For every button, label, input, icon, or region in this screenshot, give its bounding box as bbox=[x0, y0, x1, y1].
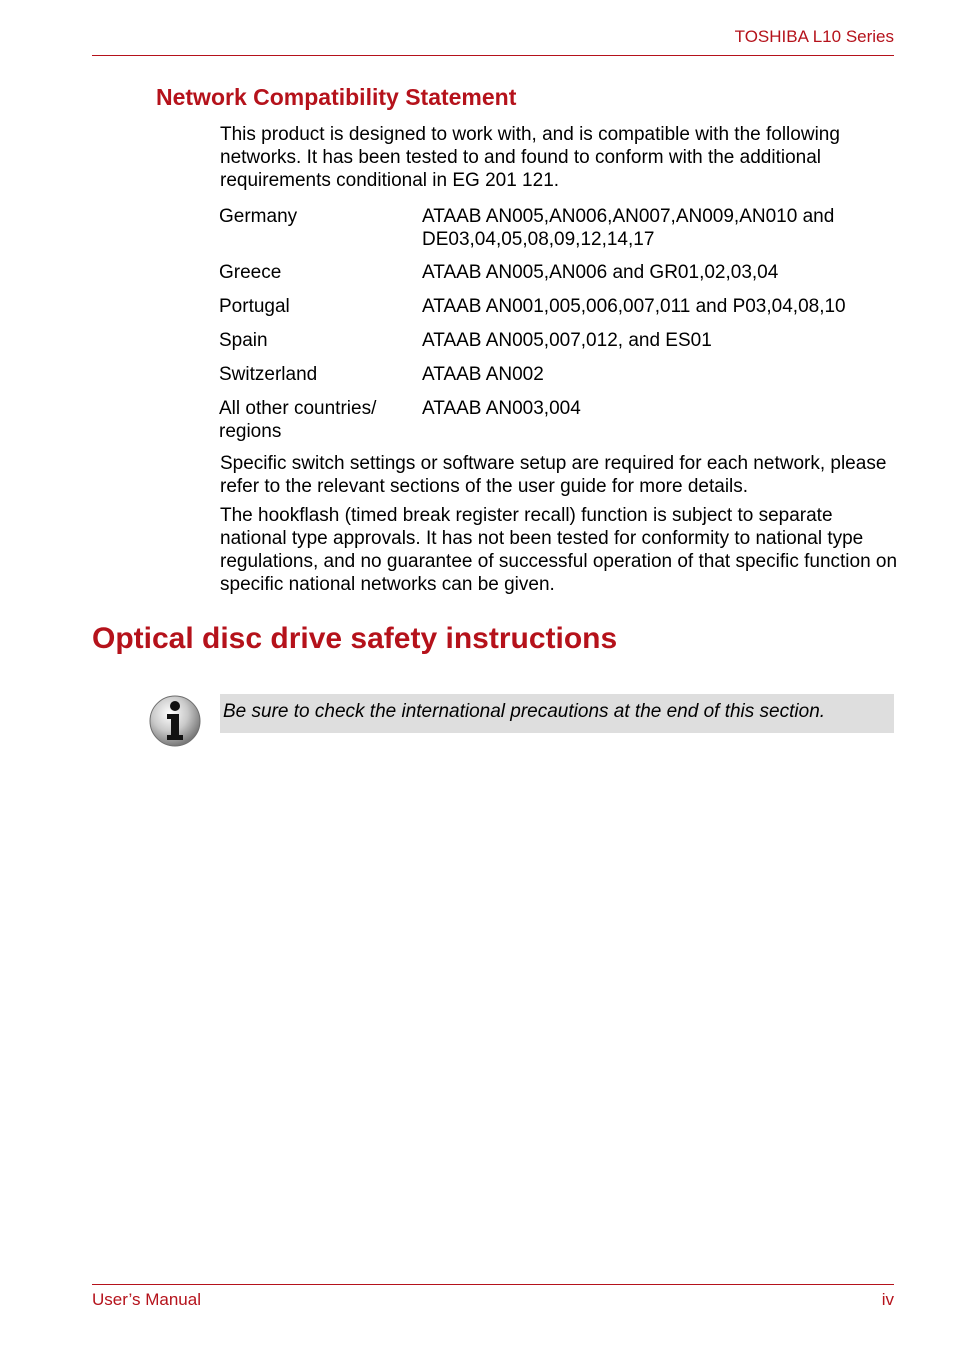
network-row bbox=[219, 363, 899, 386]
network-standards: ATAAB AN005,AN006 and GR01,02,03,04 bbox=[422, 262, 779, 283]
hookflash-paragraph: The hookflash (timed break register recall) function is subject to separate national type approvals. It has not been tested for conformity to national type regulations, and no guarantee of successful operation of that specific function on specific national networks can be given. bbox=[220, 505, 898, 595]
network-row bbox=[219, 295, 899, 318]
network-standards: ATAAB AN002 bbox=[422, 364, 544, 385]
footer-rule bbox=[92, 1284, 894, 1285]
network-country: Switzerland bbox=[219, 364, 318, 385]
info-icon bbox=[148, 694, 202, 748]
footer-manual-title: User’s Manual bbox=[92, 1290, 201, 1309]
network-row bbox=[219, 397, 899, 443]
switch-settings-paragraph: Specific switch settings or software setup are required for each network, please refer to the relevant sections of the user guide for more details. bbox=[220, 453, 887, 497]
network-standards: ATAAB AN005,AN006,AN007,AN009,AN010 and DE03,04,05,08,09,12,14,17 bbox=[422, 206, 835, 250]
note-text: Be sure to check the international precautions at the end of this section. bbox=[223, 701, 826, 722]
network-standards: ATAAB AN005,007,012, and ES01 bbox=[422, 330, 712, 351]
optical-section-heading: Optical disc drive safety instructions bbox=[92, 622, 618, 655]
network-row bbox=[219, 261, 899, 284]
network-section-heading: Network Compatibility Statement bbox=[156, 84, 517, 110]
footer-page-number: iv bbox=[881, 1290, 894, 1309]
network-intro-paragraph: This product is designed to work with, and is compatible with the following networks. It has been tested to and found to conform with the additional requirements conditional in EG 201 121. bbox=[220, 124, 840, 191]
network-country: Germany bbox=[219, 206, 298, 227]
network-country: All other countries/ regions bbox=[219, 398, 377, 442]
network-row bbox=[219, 205, 899, 250]
network-row bbox=[219, 329, 899, 352]
network-country: Greece bbox=[219, 262, 282, 283]
header-rule bbox=[92, 55, 894, 56]
network-standards: ATAAB AN001,005,006,007,011 and P03,04,08,10 bbox=[422, 296, 846, 317]
network-country: Portugal bbox=[219, 296, 290, 317]
network-compatibility-table bbox=[219, 205, 899, 443]
note-box bbox=[220, 694, 894, 733]
network-standards: ATAAB AN003,004 bbox=[422, 398, 581, 419]
network-country: Spain bbox=[219, 330, 268, 351]
running-header-title: TOSHIBA L10 Series bbox=[734, 27, 894, 46]
